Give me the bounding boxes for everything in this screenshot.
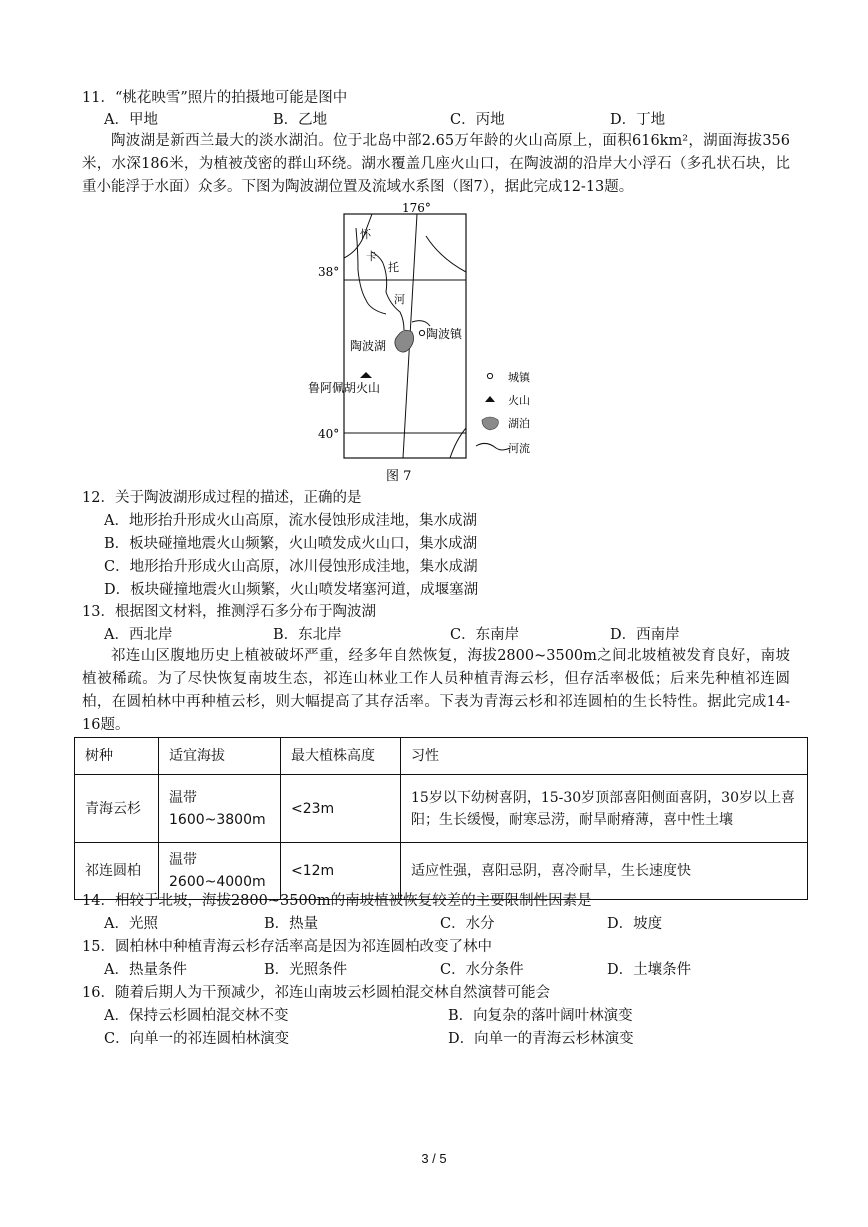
volcano-marker [360, 372, 372, 378]
q11-option-a: A．甲地 [104, 112, 158, 128]
table-header-species: 树种 [75, 738, 159, 775]
table-cell-zone: 温带 [169, 789, 197, 806]
table-header-height: 最大植株高度 [281, 738, 401, 775]
river-tributary [412, 321, 430, 326]
lake-taupo-shape [395, 330, 414, 352]
legend-river-symbol [476, 443, 510, 450]
table-row [75, 775, 808, 843]
lake-label: 陶波湖 [350, 339, 387, 353]
table-cell-range: 2600~4000m [169, 874, 266, 890]
q14-option-b: B．热量 [264, 916, 319, 932]
lat-38-label: 38° [318, 265, 340, 279]
q14-option-a: A．光照 [104, 916, 158, 932]
q16-option-c: C．向单一的祁连圆柏林演变 [104, 1031, 290, 1047]
table-header-row [75, 738, 808, 775]
figure-caption: 图 7 [386, 469, 412, 484]
q14-stem: 14．相较于北坡，海拔2800~3500m的南坡植被恢复较差的主要限制性因素是 [82, 893, 592, 909]
q15-option-c: C．水分条件 [440, 962, 524, 978]
q11-option-c: C．丙地 [450, 112, 505, 128]
q13-option-b: B．东北岸 [273, 627, 342, 643]
lon-label: 176° [402, 201, 431, 215]
table-cell-habit: 适应性强，喜阳忌阴，喜冷耐旱，生长速度快 [401, 843, 808, 900]
q16-option-d: D．向单一的青海云杉林演变 [448, 1031, 634, 1047]
q14-option-d: D．坡度 [607, 916, 663, 932]
table-cell-range: 1600~3800m [169, 811, 266, 828]
taupo-map [300, 200, 540, 485]
legend-volcano-symbol [485, 396, 495, 402]
q12-stem: 12．关于陶波湖形成过程的描述，正确的是 [82, 490, 362, 506]
volcano-label: 鲁阿佩胡火山 [308, 381, 381, 395]
legend-lake-symbol [482, 417, 498, 430]
table-cell-species: 青海云杉 [75, 775, 159, 843]
table-cell-zone: 温带 [169, 852, 197, 868]
river-char-4: 河 [394, 293, 405, 306]
q16-option-a: A．保持云杉圆柏混交林不变 [104, 1008, 289, 1024]
q15-option-a: A．热量条件 [104, 962, 187, 978]
q12-option-d: D．板块碰撞地震火山频繁，火山喷发堵塞河道，成堰塞湖 [104, 582, 479, 598]
lat-40-label: 40° [318, 427, 340, 441]
table-cell-species: 祁连圆柏 [75, 843, 159, 900]
legend-volcano-label: 火山 [508, 394, 530, 407]
river-char-1: 怀 [360, 228, 371, 241]
q15-option-d: D．土壤条件 [607, 962, 692, 978]
tree-species-table [74, 737, 808, 900]
q12-option-c: C．地形抬升形成火山高原，冰川侵蚀形成洼地，集水成湖 [104, 559, 478, 575]
table-cell-height: <23m [281, 775, 401, 843]
coastline-ne [426, 236, 466, 272]
q13-stem: 13．根据图文材料，推测浮石多分布于陶波湖 [82, 604, 376, 620]
q15-option-b: B．光照条件 [264, 962, 348, 978]
q11-option-b: B．乙地 [273, 112, 328, 128]
legend-town-symbol [487, 373, 492, 378]
q13-option-d: D．西南岸 [610, 627, 680, 643]
town-marker [419, 330, 424, 335]
passage-taupo: 陶波湖是新西兰最大的淡水湖泊。位于北岛中部2.65万年龄的火山高原上，面积616km²，湖面海拔356米，水深186米，为植被茂密的群山环绕。湖水覆盖几座火山口，在陶波湖的沿岸大小浮石（多孔状石块，比重小能浮于水面）众多。下图为陶波湖位置及流域水系图（图7），据此完成12-13题。 [82, 133, 790, 195]
taupo-map-figure [300, 200, 540, 485]
table-header-altitude: 适宜海拔 [159, 738, 281, 775]
q11-option-d: D．丁地 [610, 112, 666, 128]
q15-stem: 15．圆柏林中种植青海云杉存活率高是因为祁连圆柏改变了林中 [82, 939, 492, 955]
page-number: 3 / 5 [421, 1151, 447, 1166]
q13-option-c: C．东南岸 [450, 627, 520, 643]
town-label: 陶波镇 [426, 327, 463, 341]
legend-river-label: 河流 [508, 442, 530, 455]
q13-option-a: A．西北岸 [104, 627, 173, 643]
q16-stem: 16．随着后期人为干预减少，祁连山南坡云杉圆柏混交林自然演替可能会 [82, 985, 550, 1001]
q16-option-b: B．向复杂的落叶阔叶林演变 [448, 1008, 633, 1024]
q12-option-a: A．地形抬升形成火山高原，流水侵蚀形成洼地，集水成湖 [104, 513, 477, 529]
q14-option-c: C．水分 [440, 916, 495, 932]
legend-lake-label: 湖泊 [508, 417, 530, 430]
river-char-2: 卡 [366, 250, 377, 263]
table-cell-altitude [159, 775, 281, 843]
river-char-3: 托 [388, 261, 399, 274]
passage-qilian: 祁连山区腹地历史上植被破坏严重，经多年自然恢复，海拔2800~3500m之间北坡植被发育良好，南坡植被稀疏。为了尽快恢复南坡生态，祁连山林业工作人员种植青海云杉，但存活率极低；后来先种植祁连圆柏，在圆柏林中再种植云杉，则大幅提高了其存活率。下表为青海云杉和祁连圆柏的生长特性。据此完成14-16题。 [82, 648, 790, 733]
table-cell-height: <12m [281, 843, 401, 900]
legend-town-label: 城镇 [508, 371, 530, 384]
q12-option-b: B．板块碰撞地震火山频繁，火山喷发成火山口，集水成湖 [104, 536, 478, 552]
q11-stem: 11．“桃花映雪”照片的拍摄地可能是图中 [82, 90, 348, 106]
table-header-habit: 习性 [401, 738, 808, 775]
table-cell-habit: 15岁以下幼树喜阴，15-30岁顶部喜阳侧面喜阴，30岁以上喜阳；生长缓慢，耐寒忌涝，耐旱耐瘠薄，喜中性土壤 [401, 775, 808, 843]
